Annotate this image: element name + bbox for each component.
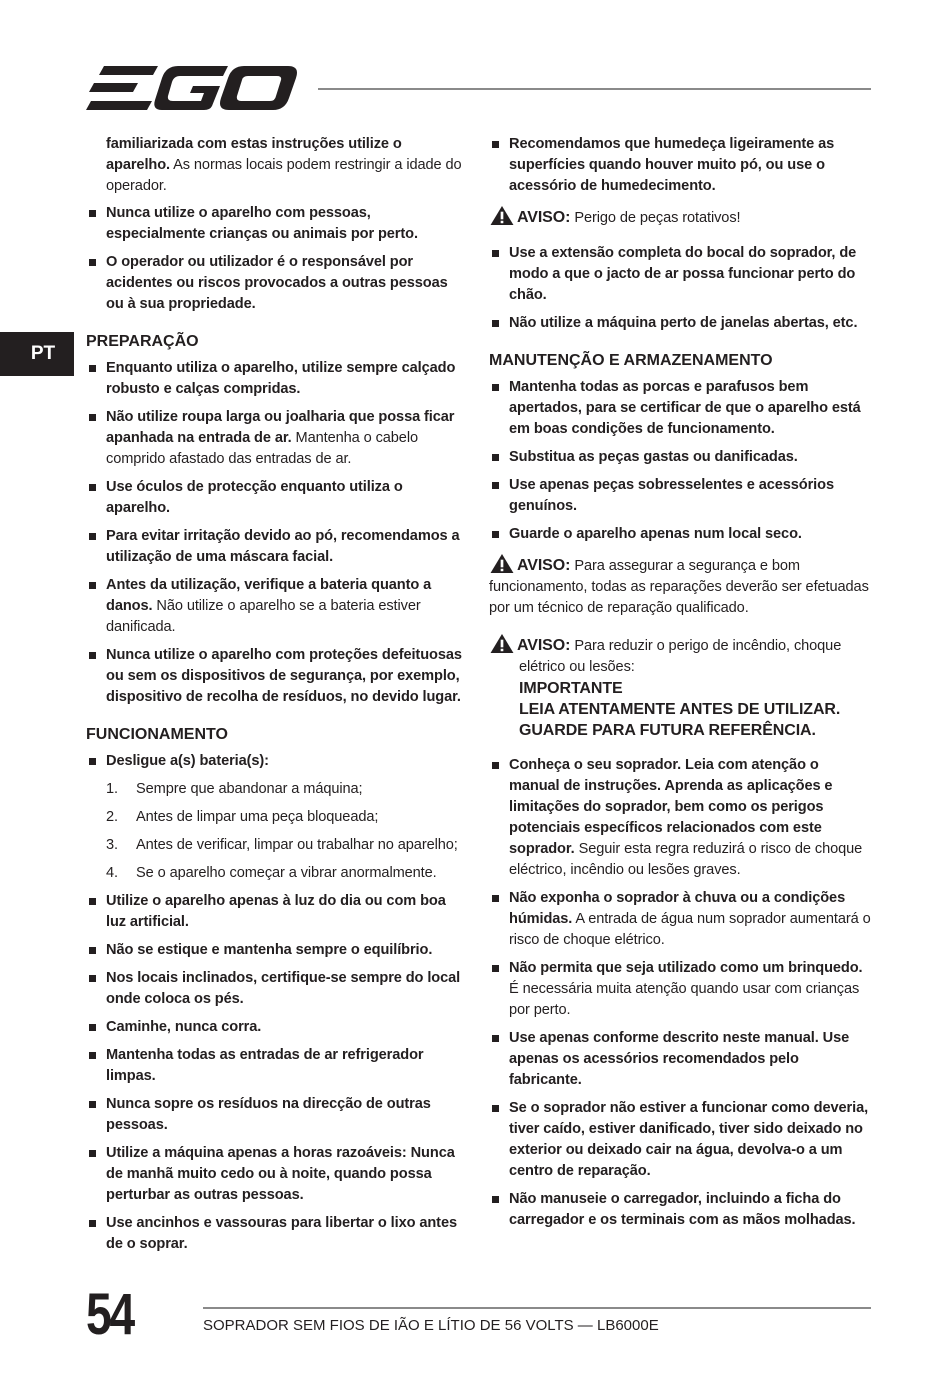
list-item: Não se estique e mantenha sempre o equilíbrio. — [86, 940, 468, 961]
list-item: Nunca sopre os resíduos na direcção de outras pessoas. — [86, 1094, 468, 1136]
list-item: Use óculos de protecção enquanto utiliza o aparelho. — [86, 477, 468, 519]
footer-rule — [203, 1307, 871, 1309]
language-tab: PT — [0, 332, 74, 376]
list-item: Para evitar irritação devido ao pó, recomendamos a utilização de uma máscara facial. — [86, 526, 468, 568]
list-item: Use apenas peças sobresselentes e acessórios genuínos. — [489, 475, 873, 517]
page-number: 54 — [86, 1282, 133, 1347]
list-item: Não permita que seja utilizado como um brinquedo. É necessária muita atenção quando usar com crianças por perto. — [489, 958, 873, 1021]
maintenance-list — [489, 377, 873, 545]
important-line: IMPORTANTE — [519, 680, 623, 697]
numbered-list — [86, 779, 468, 884]
list-item: Não utilize a máquina perto de janelas abertas, etc. — [489, 313, 873, 334]
warning-repairs: AVISO: Para assegurar a segurança e bom funcionamento, todas as reparações deverão ser efetuadas por um técnico de reparação qualificado. — [489, 553, 873, 619]
list-item: Caminhe, nunca corra. — [86, 1017, 468, 1038]
list-item: Mantenha todas as entradas de ar refrigerador limpas. — [86, 1045, 468, 1087]
list-item: Se o soprador não estiver a funcionar como deveria, tiver caído, estiver danificado, tiver sido deixado no exterior ou deixado cair na água, devolva-o a um centro de reparação. — [489, 1098, 873, 1182]
list-item: Guarde o aparelho apenas num local seco. — [489, 524, 873, 545]
numbered-item: 2. Antes de limpar uma peça bloqueada; — [106, 809, 379, 825]
warning-triangle-icon — [489, 205, 515, 226]
list-item: Use apenas conforme descrito neste manual. Use apenas os acessórios recomendados pelo fabricante. — [489, 1028, 873, 1091]
intro-list — [86, 203, 468, 315]
footer-title: SOPRADOR SEM FIOS DE IÃO E LÍTIO DE 56 VOLTS — LB6000E — [203, 1317, 659, 1334]
list-item: Não exponha o soprador à chuva ou a condições húmidas. A entrada de água num soprador aumentará o risco de choque elétrico. — [489, 888, 873, 951]
list-item: Utilize a máquina apenas a horas razoáveis: Nunca de manhã muito cedo ou à noite, quando possa perturbar as outras pessoas. — [86, 1143, 468, 1206]
warning-triangle-icon — [489, 553, 515, 574]
dust-list — [489, 134, 873, 197]
operation-list-continued — [86, 891, 468, 1255]
list-item: Nunca utilize o aparelho com proteções defeituosas ou sem os dispositivos de segurança, por exemplo, dispositivo de recolha de resíduos, no devido lugar. — [86, 645, 468, 708]
ego-logo — [86, 64, 298, 112]
section-heading-maintenance: MANUTENÇÃO E ARMAZENAMENTO — [489, 352, 773, 369]
list-item: Utilize o aparelho apenas à luz do dia ou com boa luz artificial. — [86, 891, 468, 933]
numbered-item: 3. Antes de verificar, limpar ou trabalhar no aparelho; — [106, 837, 458, 853]
section-heading-operation: FUNCIONAMENTO — [86, 726, 228, 743]
warning-fire-shock: AVISO: Para reduzir o perigo de incêndio, choque elétrico ou lesões: IMPORTANTE LEIA ATENTAMENTE ANTES DE UTILIZAR. GUARDE PARA FUTURA REFERÊNCIA. — [489, 633, 873, 741]
list-item: Não utilize roupa larga ou joalharia que possa ficar apanhada na entrada de ar. Mantenha o cabelo comprido afastado das entradas de ar. — [86, 407, 468, 470]
important-line: LEIA ATENTAMENTE ANTES DE UTILIZAR. — [519, 701, 841, 718]
left-column — [86, 134, 468, 1262]
list-item: Mantenha todas as porcas e parafusos bem apertados, para se certificar de que o aparelho está em boas condições de funcionamento. — [489, 377, 873, 440]
list-item: Substitua as peças gastas ou danificadas. — [489, 447, 873, 468]
list-item: Nos locais inclinados, certifique-se sempre do local onde coloca os pés. — [86, 968, 468, 1010]
section-heading-preparation: PREPARAÇÃO — [86, 333, 199, 350]
warning-rotating-parts: AVISO: Perigo de peças rotativos! — [489, 205, 873, 229]
general-safety-list — [489, 755, 873, 1231]
list-item: Recomendamos que humedeça ligeiramente as superfícies quando houver muito pó, ou use o acessório de humedecimento. — [489, 134, 873, 197]
list-item: O operador ou utilizador é o responsável por acidentes ou riscos provocados a outras pessoas ou à sua propriedade. — [86, 252, 468, 315]
important-line: GUARDE PARA FUTURA REFERÊNCIA. — [519, 722, 816, 739]
operation-list — [86, 751, 468, 772]
list-item: Use ancinhos e vassouras para libertar o lixo antes de o soprar. — [86, 1213, 468, 1255]
list-item: Enquanto utiliza o aparelho, utilize sempre calçado robusto e calças compridas. — [86, 358, 468, 400]
preparation-list — [86, 358, 468, 708]
list-item: Desligue a(s) bateria(s): — [86, 751, 468, 772]
numbered-item: 4. Se o aparelho começar a vibrar anormalmente. — [106, 865, 437, 881]
numbered-item: 1. Sempre que abandonar a máquina; — [106, 781, 363, 797]
list-item: Antes da utilização, verifique a bateria quanto a danos. Não utilize o aparelho se a bateria estiver danificada. — [86, 575, 468, 638]
right-column — [489, 134, 873, 1238]
header-rule — [318, 88, 871, 90]
intro-paragraph: familiarizada com estas instruções utilize o aparelho. As normas locais podem restringir a idade do operador. — [106, 136, 462, 194]
list-item: Nunca utilize o aparelho com pessoas, especialmente crianças ou animais por perto. — [86, 203, 468, 245]
nozzle-list — [489, 243, 873, 334]
list-item: Conheça o seu soprador. Leia com atenção o manual de instruções. Aprenda as aplicações e limitações do soprador, bem como os perigos potenciais específicos relacionados com este soprador. Seguir esta regra reduzirá o risco de choque eléctrico, incêndio ou lesões graves. — [489, 755, 873, 881]
list-item: Não manuseie o carregador, incluindo a ficha do carregador e os terminais com as mãos molhadas. — [489, 1189, 873, 1231]
list-item: Use a extensão completa do bocal do soprador, de modo a que o jacto de ar possa funcionar perto do chão. — [489, 243, 873, 306]
warning-triangle-icon — [489, 633, 515, 654]
